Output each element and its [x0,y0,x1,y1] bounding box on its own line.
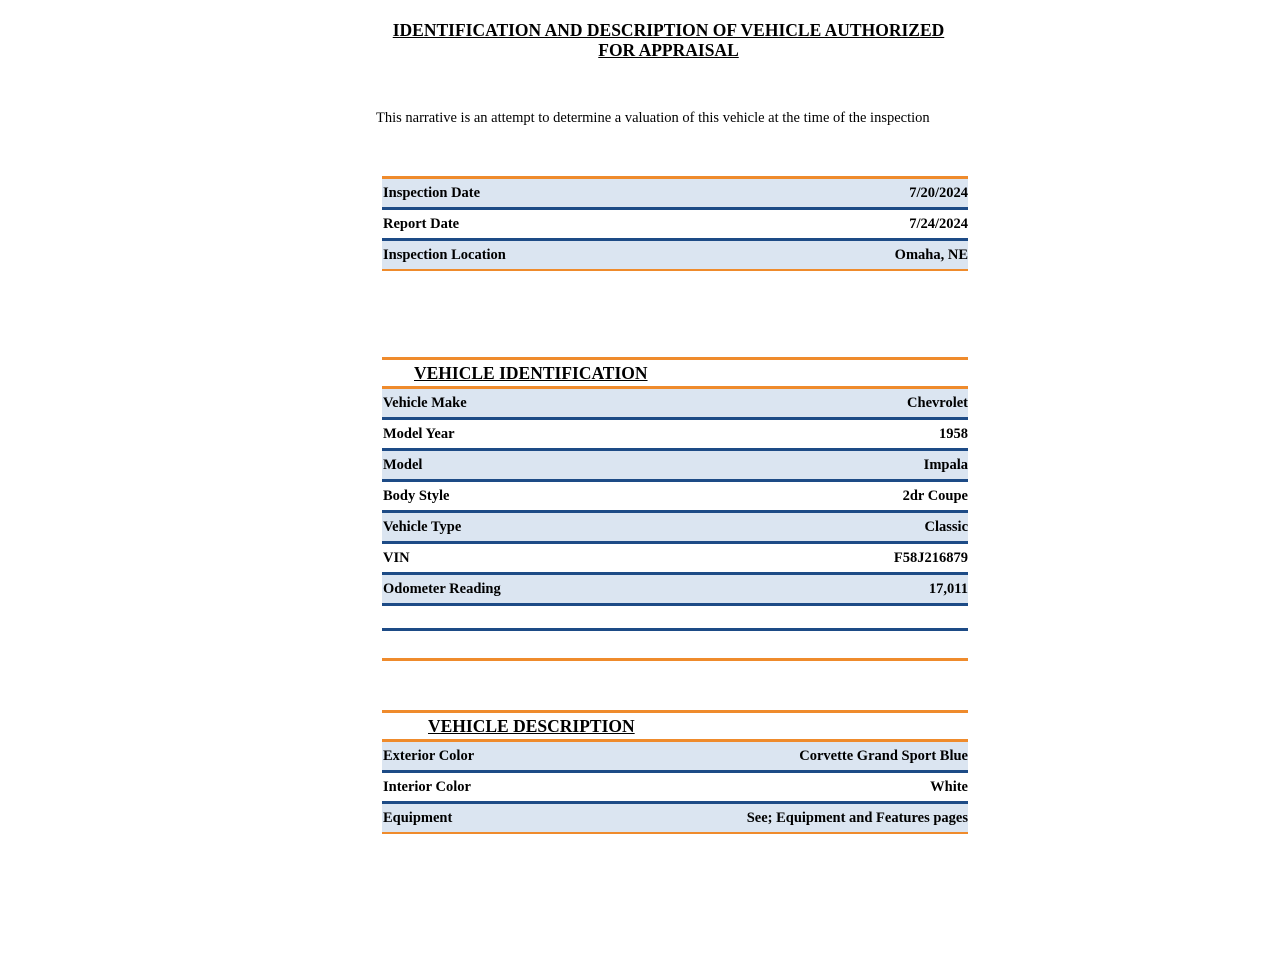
row-value: 7/20/2024 [909,184,968,201]
row-value: Corvette Grand Sport Blue [799,747,968,764]
table-row [382,575,968,606]
inspection-table [382,176,968,271]
table-row [382,241,968,271]
table-row [382,451,968,482]
section-title: VEHICLE DESCRIPTION [428,716,635,736]
row-value: F58J216879 [893,549,968,566]
section-title: VEHICLE IDENTIFICATION [414,363,648,383]
table-row [382,179,968,210]
intro-text: This narrative is an attempt to determine a valuation of this vehicle at the time of the inspection [376,110,930,126]
row-value: 1958 [939,425,968,442]
row-value: Omaha, NE [894,246,968,263]
row-label: Vehicle Make [383,394,467,411]
section-heading [382,713,968,742]
divider [382,658,968,661]
row-label: Equipment [383,809,453,826]
blank-row-rule [382,628,968,631]
divider [382,628,968,631]
row-label: Exterior Color [383,747,475,764]
row-value: 17,011 [928,580,968,597]
table-row [382,210,968,241]
row-value: See; Equipment and Features pages [746,809,968,826]
row-value: Chevrolet [907,394,968,411]
page-title: IDENTIFICATION AND DESCRIPTION OF VEHICLE AUTHORIZED FOR APPRAISAL [392,20,945,60]
row-label: Interior Color [383,778,471,795]
table-row [382,544,968,575]
row-label: Vehicle Type [383,518,462,535]
table-row [382,773,968,804]
row-label: VIN [383,549,410,566]
row-label: Inspection Date [383,184,481,201]
row-label: Model [383,456,423,473]
row-value: 2dr Coupe [902,487,968,504]
row-value: Impala [923,456,968,473]
table-row [382,420,968,451]
row-value: White [930,778,968,795]
table-row [382,482,968,513]
row-value: 7/24/2024 [909,215,968,232]
row-label: Odometer Reading [383,580,501,597]
row-label: Body Style [383,487,450,504]
section-heading [382,360,968,389]
table-row [382,804,968,834]
table-row [382,513,968,544]
row-label: Model Year [383,425,455,442]
row-label: Inspection Location [383,246,506,263]
row-label: Report Date [383,215,460,232]
vehicle-identification-table [382,357,968,606]
section-end-rule [382,658,968,661]
table-row [382,389,968,420]
table-row [382,742,968,773]
vehicle-description-table [382,710,968,834]
row-value: Classic [924,518,968,535]
